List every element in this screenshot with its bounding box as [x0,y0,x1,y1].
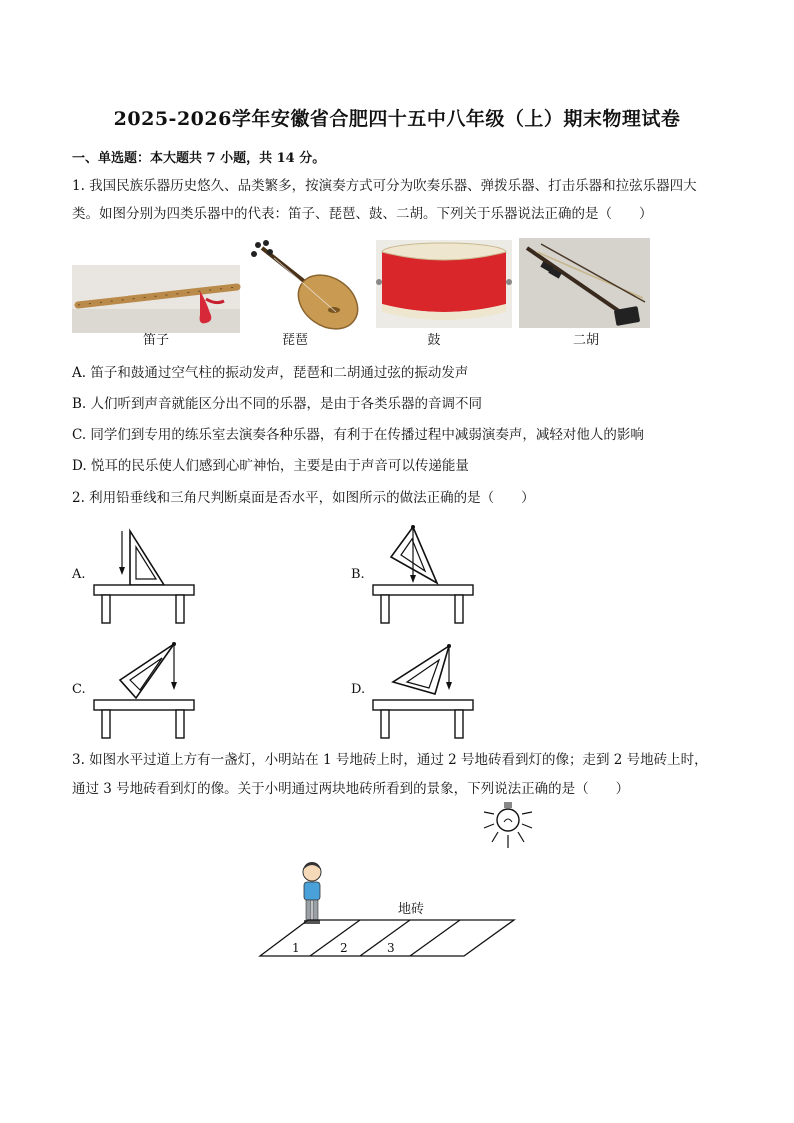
pipa-image [250,240,365,330]
tile-number-1: 1 [292,941,300,955]
dizi-image [72,265,240,333]
q2-label-d: D. [351,682,366,697]
q2-label-c: C. [72,682,86,697]
q2-diagram-a [92,525,196,625]
q1-option-d: D. 悦耳的民乐使人们感到心旷神怡，主要是由于声音可以传递能量 [72,458,469,474]
tile-number-3: 3 [387,941,395,955]
erhu-image [519,238,650,328]
floor-label: 地砖 [398,902,425,917]
q1-stem-line2: 类。如图分别为四类乐器中的代表：笛子、琵琶、鼓、二胡。下列关于乐器说法正确的是（ ） [72,206,653,222]
q1-stem-line1: 1. 我国民族乐器历史悠久、品类繁多，按演奏方式可分为吹奏乐器、弹拨乐器、打击乐器和拉弦乐器四大 [72,178,697,194]
q3-stem-line1: 3. 如图水平过道上方有一盏灯，小明站在 1 号地砖上时，通过 2 号地砖看到灯的像；走到 2 号地砖上时， [72,752,708,768]
caption-drum: 鼓 [427,333,441,348]
q2-stem: 2. 利用铅垂线和三角尺判断桌面是否水平，如图所示的做法正确的是（ ） [72,490,535,506]
q2-diagram-d [371,640,475,740]
q1-option-a: A. 笛子和鼓通过空气柱的振动发声，琵琶和二胡通过弦的振动发声 [72,365,469,381]
drum-image [376,240,512,328]
page-title: 2025-2026学年安徽省合肥四十五中八年级（上）期末物理试卷 [113,108,681,130]
q1-option-b: B. 人们听到声音就能区分出不同的乐器，是由于各类乐器的音调不同 [72,396,483,412]
caption-dizi: 笛子 [142,333,169,348]
q1-option-c: C. 同学们到专用的练乐室去演奏各种乐器，有利于在传播过程中减弱演奏声，减轻对他人的影响 [72,427,644,443]
tile-number-2: 2 [340,941,348,955]
q3-stem-line2: 通过 3 号地砖看到灯的像。关于小明通过两块地砖所看到的景象，下列说法正确的是（ ） [72,781,630,797]
q2-diagram-c [92,640,196,740]
caption-pipa: 琵琶 [281,333,308,348]
lamp-icon [482,800,534,856]
q2-label-b: B. [351,567,365,582]
q2-label-a: A. [72,567,86,582]
section-heading: 一、单选题：本大题共 7 小题，共 14 分。 [72,151,326,166]
q2-diagram-b [371,525,475,625]
caption-erhu: 二胡 [572,333,599,348]
